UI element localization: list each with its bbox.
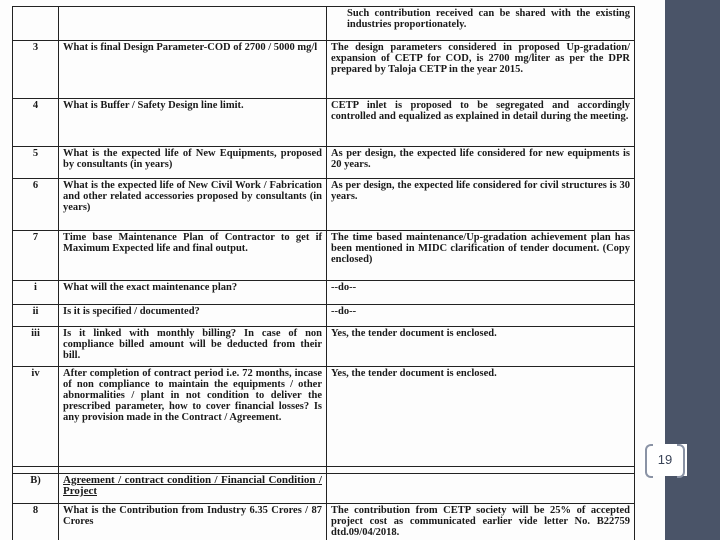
- table-row: [13, 7, 635, 41]
- question-cell: What is the expected life of New Civil Work / Fabrication and other related accessories proposed by consultants (in years): [59, 179, 327, 231]
- row-number: 7: [13, 231, 59, 281]
- table-row: [13, 281, 635, 305]
- row-number: 5: [13, 147, 59, 179]
- spacer-cell: [59, 467, 327, 474]
- row-number: iv: [13, 367, 59, 467]
- slide-number: 19: [657, 452, 673, 467]
- question-cell: After completion of contract period i.e. 72 months, incase of non compliance to maintain the equipments / other abnormalities / plant in not condition to deliver the prescribed parameter, how to cover financial losses? Is any provision made in the Contract / Agreement.: [59, 367, 327, 467]
- section-header-row: [13, 474, 635, 504]
- spacer-row: [13, 467, 635, 474]
- answer-cell: The time based maintenance/Up-gradation achievement plan has been mentioned in MIDC clarification of tender document. (Copy enclosed): [327, 231, 635, 281]
- row-number: 4: [13, 99, 59, 147]
- answer-cell: CETP inlet is proposed to be segregated and accordingly controlled and equalized as explained in detail during the meeting.: [327, 99, 635, 147]
- row-number: i: [13, 281, 59, 305]
- row-number: ii: [13, 305, 59, 327]
- row-number: 3: [13, 41, 59, 99]
- row-number: 6: [13, 179, 59, 231]
- table-row: [13, 231, 635, 281]
- section-label: B): [13, 474, 59, 504]
- question-cell: What is the Contribution from Industry 6.35 Crores / 87 Crores: [59, 504, 327, 540]
- question-cell: What will the exact maintenance plan?: [59, 281, 327, 305]
- answer-cell: --do--: [327, 305, 635, 327]
- question-cell: What is final Design Parameter-COD of 2700 / 5000 mg/l: [59, 41, 327, 99]
- table-row: [13, 99, 635, 147]
- answer-cell: Such contribution received can be shared with the existing industries proportionately.: [327, 7, 635, 41]
- row-number: 8: [13, 504, 59, 540]
- table-row: [13, 305, 635, 327]
- question-cell: What is the expected life of New Equipments, proposed by consultants (in years): [59, 147, 327, 179]
- question-cell: [59, 7, 327, 41]
- answer-cell: As per design, the expected life considered for civil structures is 30 years.: [327, 179, 635, 231]
- clarification-table: [12, 6, 635, 540]
- table-row: [13, 179, 635, 231]
- row-number: [13, 7, 59, 41]
- question-cell: Time base Maintenance Plan of Contractor to get if Maximum Expected life and final output.: [59, 231, 327, 281]
- section-empty-cell: [327, 474, 635, 504]
- question-cell: What is Buffer / Safety Design line limit.: [59, 99, 327, 147]
- answer-cell: --do--: [327, 281, 635, 305]
- row-number: iii: [13, 327, 59, 367]
- question-cell: Is it linked with monthly billing? In case of non compliance billed amount will be deducted from their bill.: [59, 327, 327, 367]
- section-title: Agreement / contract condition / Financial Condition / Project: [59, 474, 327, 504]
- answer-cell: As per design, the expected life considered for new equipments is 20 years.: [327, 147, 635, 179]
- table-row: [13, 147, 635, 179]
- table-row: [13, 367, 635, 467]
- answer-cell: Yes, the tender document is enclosed.: [327, 327, 635, 367]
- spacer-cell: [327, 467, 635, 474]
- table-row: [13, 327, 635, 367]
- answer-cell: Yes, the tender document is enclosed.: [327, 367, 635, 467]
- spacer-cell: [13, 467, 59, 474]
- answer-cell: The design parameters considered in proposed Up-gradation/ expansion of CETP for COD, is 2700 mg/liter as per the DPR prepared by Taloja CETP in the year 2015.: [327, 41, 635, 99]
- bracket-right-icon: [677, 444, 685, 478]
- answer-cell: The contribution from CETP society will be 25% of accepted project cost as communicated earlier vide letter No. B22759 dtd.09/04/2018.: [327, 504, 635, 540]
- question-cell: Is it is specified / documented?: [59, 305, 327, 327]
- table-row: [13, 41, 635, 99]
- table-row: [13, 504, 635, 540]
- slide-number-badge: [643, 444, 687, 476]
